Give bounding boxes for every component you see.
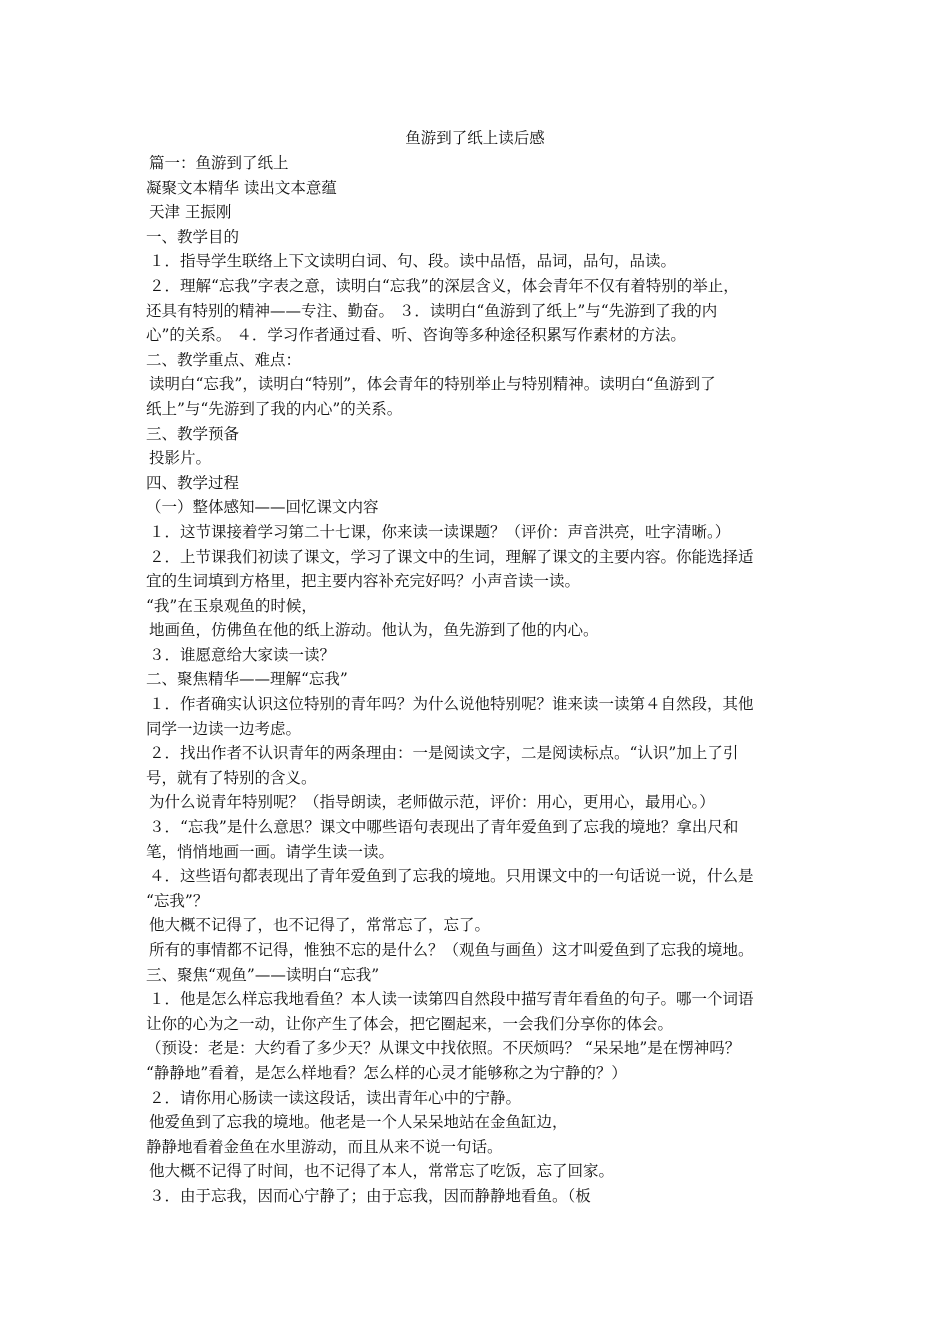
paragraph-line: ３．由于忘我，因而心宁静了；由于忘我，因而静静地看鱼。（板 bbox=[149, 1186, 591, 1205]
paragraph-line: ４．这些语句都表现出了青年爱鱼到了忘我的境地。只用课文中的一句话说一说，什么是 bbox=[149, 867, 754, 886]
paragraph-line: 静静地看着金鱼在水里游动，而且从来不说一句话。 bbox=[146, 1137, 503, 1156]
paragraph-line: 他大概不记得了时间，也不记得了本人，常常忘了吃饭，忘了回家。 bbox=[149, 1162, 615, 1181]
paragraph-line: 让你的心为之一动，让你产生了体会，把它圈起来，一会我们分享你的体会。 bbox=[146, 1014, 674, 1033]
paragraph-line: 为什么说青年特别呢？（指导朗读，老师做示范，评价：用心，更用心，最用心。） bbox=[149, 793, 715, 812]
paragraph-line: 笔，悄悄地画一画。请学生读一读。 bbox=[146, 842, 395, 861]
paragraph-line: １．他是怎么样忘我地看鱼？本人读一读第四自然段中描写青年看鱼的句子。哪一个词语 bbox=[149, 990, 754, 1009]
paragraph-line: 同学一边读一边考虑。 bbox=[146, 719, 302, 738]
paragraph-line: 他大概不记得了，也不记得了，常常忘了，忘了。 bbox=[149, 916, 491, 935]
paragraph-line: 篇一：鱼游到了纸上 bbox=[149, 154, 289, 172]
paragraph-line: （一）整体感知——回忆课文内容 bbox=[146, 498, 379, 517]
paragraph-line: 天津 王振刚 bbox=[149, 203, 232, 222]
paragraph-line: 三、教学预备 bbox=[146, 424, 240, 443]
paragraph-line: ２．理解“忘我”字表之意，读明白“忘我”的深层含义，体会青年不仅有着特别的举止， bbox=[149, 276, 739, 295]
paragraph-line: “忘我”？ bbox=[146, 891, 209, 910]
paragraph-line: 读明白“忘我”，读明白“特别”，体会青年的特别举止与特别精神。读明白“鱼游到了 bbox=[149, 375, 716, 394]
paragraph-line: 还具有特别的精神——专注、勤奋。 ３．读明白“鱼游到了纸上”与“先游到了我的内 bbox=[146, 301, 718, 320]
paragraph-line: 心”的关系。 ４．学习作者通过看、听、咨询等多种途径积累写作素材的方法。 bbox=[146, 326, 686, 345]
paragraph-line: ３．“忘我”是什么意思？课文中哪些语句表现出了青年爱鱼到了忘我的境地？拿出尺和 bbox=[149, 818, 739, 837]
paragraph-line: ２．请你用心肠读一读这段话，读出青年心中的宁静。 bbox=[149, 1088, 522, 1107]
paragraph-line: 宜的生词填到方格里，把主要内容补充完好吗？小声音读一读。 bbox=[146, 572, 581, 591]
paragraph-line: 二、教学重点、难点： bbox=[146, 350, 302, 369]
paragraph-line: ２．找出作者不认识青年的两条理由：一是阅读文字，二是阅读标点。“认识”加上了引 bbox=[149, 744, 739, 763]
paragraph-line: 他爱鱼到了忘我的境地。他老是一个人呆呆地站在金鱼缸边， bbox=[149, 1113, 568, 1132]
document-title: 鱼游到了纸上读后感 bbox=[405, 129, 545, 147]
paragraph-line: 地画鱼，仿佛鱼在他的纸上游动。他认为，鱼先游到了他的内心。 bbox=[149, 621, 599, 640]
paragraph-line: 纸上”与“先游到了我的内心”的关系。 bbox=[146, 399, 403, 418]
paragraph-line: 号，就有了特别的含义。 bbox=[146, 768, 317, 787]
paragraph-line: １．指导学生联络上下文读明白词、句、段。读中品悟，品词，品句，品读。 bbox=[149, 252, 677, 271]
paragraph-line: １．这节课接着学习第二十七课，你来读一读课题？（评价：声音洪亮，吐字清晰。） bbox=[149, 522, 731, 541]
paragraph-line: 二、聚焦精华——理解“忘我” bbox=[146, 670, 348, 689]
paragraph-line: （预设：老是：大约看了多少天？从课文中找依照。不厌烦吗？ “呆呆地”是在愣神吗？ bbox=[146, 1039, 741, 1058]
paragraph-line: 四、教学过程 bbox=[146, 473, 240, 492]
paragraph-line: ３．谁愿意给大家读一读？ bbox=[149, 645, 336, 664]
paragraph-line: “静静地”看着，是怎么样地看？怎么样的心灵才能够称之为宁静的？） bbox=[146, 1063, 627, 1082]
paragraph-line: ２．上节课我们初读了课文，学习了课文中的生词，理解了课文的主要内容。你能选择适 bbox=[149, 547, 754, 566]
paragraph-line: “我”在玉泉观鱼的时候， bbox=[146, 596, 317, 615]
document-body bbox=[146, 151, 814, 1209]
paragraph-line: 投影片。 bbox=[149, 449, 212, 468]
paragraph-line: 三、聚焦“观鱼”——读明白“忘我” bbox=[146, 965, 380, 984]
paragraph-line: １．作者确实认识这位特别的青年吗？为什么说他特别呢？谁来读一读第４自然段，其他 bbox=[149, 695, 754, 714]
paragraph-line: 凝聚文本精华 读出文本意蕴 bbox=[146, 178, 337, 197]
paragraph-line: 一、教学目的 bbox=[146, 227, 240, 246]
paragraph-line: 所有的事情都不记得，惟独不忘的是什么？（观鱼与画鱼）这才叫爱鱼到了忘我的境地。 bbox=[149, 941, 754, 959]
